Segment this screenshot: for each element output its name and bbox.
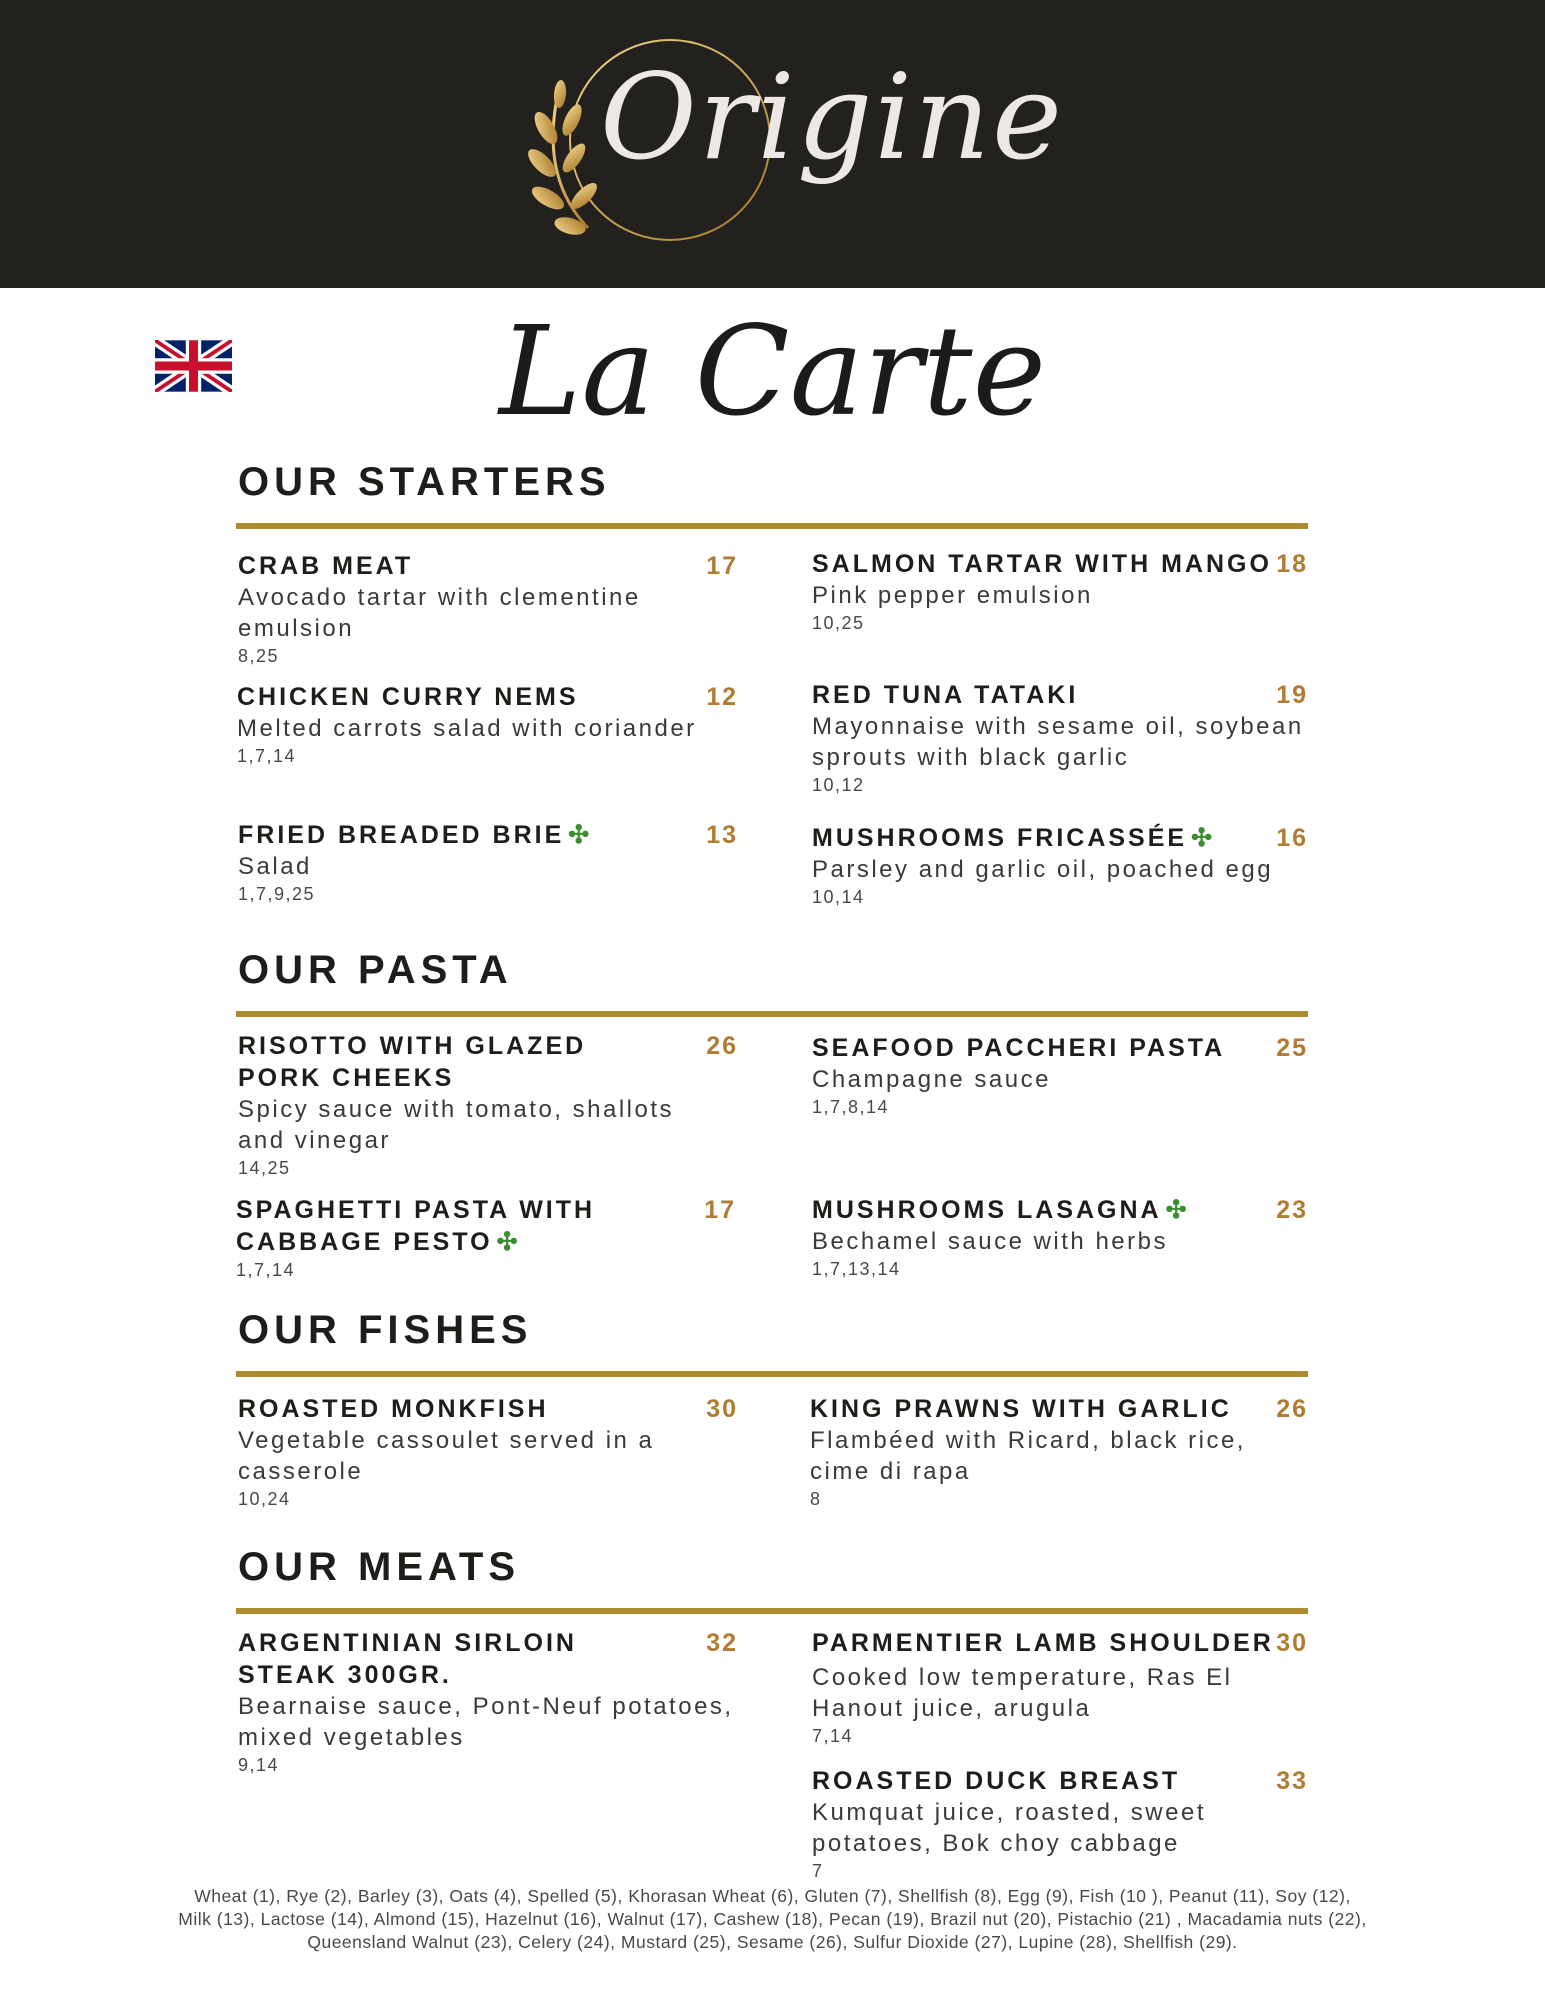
item-description: Vegetable cassoulet served in a casserole [238,1427,655,1485]
section-divider [236,1011,1308,1017]
item-description: Salad [238,853,312,880]
item-description: Bearnaise sauce, Pont-Neuf potatoes, mixed vegetables [238,1693,734,1751]
item-name: CRAB MEAT [238,552,414,580]
page-title: La Carte [499,300,1046,444]
item-description: Flambéed with Ricard, black rice, cime di rapa [810,1427,1246,1485]
menu-item [236,1194,736,1282]
vegetarian-leaf-icon: ✣ [1191,824,1213,852]
menu-item [812,1194,1308,1281]
item-description: Mayonnaise with sesame oil, soybean sprouts with black garlic [812,713,1304,771]
item-description: Parsley and garlic oil, poached egg [812,856,1274,883]
item-allergens: 8,25 [238,646,280,666]
section-divider [236,523,1308,529]
item-allergens: 10,24 [238,1489,291,1509]
menu-item [238,1393,738,1511]
section-divider [236,1371,1308,1377]
item-description: Spicy sauce with tomato, shallots and vinegar [238,1096,674,1154]
item-name: ARGENTINIAN SIRLOIN STEAK 300GR. [238,1629,577,1689]
vegetarian-leaf-icon: ✣ [568,821,590,849]
item-name: SEAFOOD PACCHERI PASTA [812,1034,1226,1062]
menu-item [238,550,738,668]
item-name: MUSHROOMS LASAGNA [812,1196,1162,1224]
allergen-legend-line: Wheat (1), Rye (2), Barley (3), Oats (4), Spelled (5), Khorasan Wheat (6), Gluten (7), Shellfish (8), Egg (9), Fish (10 ), Peanut (11), Soy (12), [194,1886,1351,1906]
vegetarian-leaf-icon: ✣ [496,1228,518,1256]
item-price: 26 [706,1032,738,1060]
item-description: Pink pepper emulsion [812,582,1093,609]
header-banner [0,0,1545,288]
item-price: 25 [1276,1034,1308,1062]
menu-item [812,1032,1308,1119]
item-name: CHICKEN CURRY NEMS [237,683,579,711]
item-name: FRIED BREADED BRIE [238,821,565,849]
brand-name: Origine [600,48,1064,186]
item-price: 23 [1276,1196,1308,1224]
item-description: Melted carrots salad with coriander [237,715,697,742]
item-price: 33 [1276,1767,1308,1795]
item-allergens: 1,7,14 [237,746,297,766]
item-allergens: 1,7,13,14 [812,1259,901,1279]
item-price: 17 [706,552,738,580]
item-price: 13 [706,821,738,849]
menu-item [812,548,1308,635]
item-price: 19 [1276,681,1308,709]
item-price: 16 [1276,824,1308,852]
menu-item [237,681,738,768]
item-price: 26 [1276,1395,1308,1423]
item-name: MUSHROOMS FRICASSÉE [812,824,1188,852]
allergen-legend-line: Milk (13), Lactose (14), Almond (15), Hazelnut (16), Walnut (17), Cashew (18), Pecan (19), Brazil nut (20), Pistachio (21) , Macadamia nuts (22), [178,1909,1367,1929]
item-name: KING PRAWNS WITH GARLIC [810,1395,1232,1423]
item-allergens: 1,7,9,25 [238,884,316,904]
item-allergens: 10,14 [812,887,865,907]
item-description: Cooked low temperature, Ras El Hanout juice, arugula [812,1664,1233,1722]
item-allergens: 14,25 [238,1158,291,1178]
item-name: RISOTTO WITH GLAZED PORK CHEEKS [238,1032,587,1092]
allergen-legend-line: Queensland Walnut (23), Celery (24), Mustard (25), Sesame (26), Sulfur Dioxide (27), Lupine (28), Shellfish (29). [307,1932,1238,1952]
item-price: 30 [1276,1629,1308,1657]
item-allergens: 8 [810,1489,822,1509]
menu-item [238,1030,738,1180]
item-price: 17 [704,1196,736,1224]
item-price: 30 [706,1395,738,1423]
item-price: 12 [706,683,738,711]
item-allergens: 9,14 [238,1755,280,1775]
item-name: ROASTED DUCK BREAST [812,1767,1181,1795]
section-title: OUR PASTA [238,948,513,992]
item-allergens: 7 [812,1861,824,1881]
section-pasta [236,948,1308,1280]
item-price: 32 [706,1629,738,1657]
section-divider [236,1608,1308,1614]
item-description: Avocado tartar with clementine emulsion [238,584,641,642]
section-meats [236,1545,1308,1881]
vegetarian-leaf-icon: ✣ [1165,1196,1187,1224]
item-allergens: 1,7,8,14 [812,1097,890,1117]
menu-item [238,819,738,906]
item-allergens: 10,25 [812,613,865,633]
item-price: 18 [1276,550,1308,578]
item-description: Champagne sauce [812,1066,1051,1093]
section-title: OUR STARTERS [238,460,611,504]
section-fishes [236,1308,1308,1509]
menu-item [812,822,1308,909]
menu-item [812,679,1308,797]
section-title: OUR FISHES [238,1308,533,1352]
section-title: OUR MEATS [238,1545,521,1589]
item-allergens: 1,7,14 [236,1260,296,1280]
menu-item [812,1627,1308,1748]
item-allergens: 7,14 [812,1726,854,1746]
allergen-legend [60,1885,1485,1954]
item-name: RED TUNA TATAKI [812,681,1079,709]
item-description: Bechamel sauce with herbs [812,1228,1168,1255]
item-name: ROASTED MONKFISH [238,1395,549,1423]
menu-item [812,1765,1308,1883]
menu-item [810,1393,1308,1511]
item-name: SPAGHETTI PASTA WITH CABBAGE PESTO [236,1196,596,1256]
section-starters [236,460,1308,907]
item-name: SALMON TARTAR WITH MANGO [812,550,1272,578]
item-allergens: 10,12 [812,775,865,795]
menu-item [238,1627,738,1777]
item-name: PARMENTIER LAMB SHOULDER [812,1629,1274,1657]
item-description: Kumquat juice, roasted, sweet potatoes, Bok choy cabbage [812,1799,1207,1857]
